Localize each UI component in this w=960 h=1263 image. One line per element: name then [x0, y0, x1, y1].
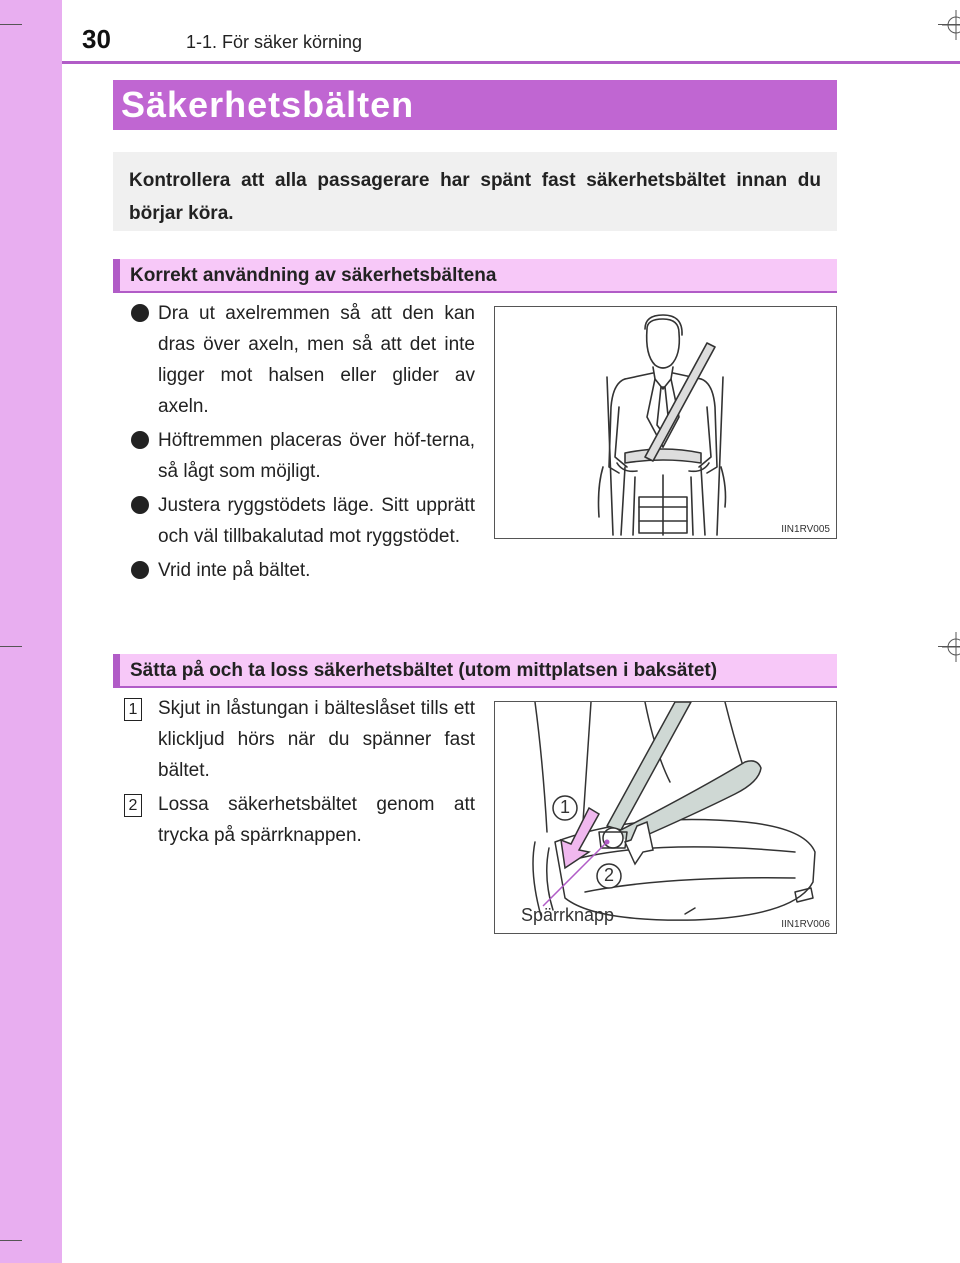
step-number: 1 — [124, 698, 142, 721]
figure-buckle — [494, 701, 837, 934]
step-list — [124, 693, 475, 854]
registration-mark-mid — [942, 632, 960, 662]
section-heading-fasten-release — [113, 654, 837, 688]
list-item — [127, 425, 475, 487]
list-item — [124, 693, 475, 786]
bullet-dot-icon — [131, 431, 149, 449]
side-strip — [0, 0, 62, 1263]
bullet-text: Vrid inte på bältet. — [158, 560, 311, 581]
bullet-text: Justera ryggstödets läge. Sitt upprätt och väl tillbakalutad mot ryggstödet. — [158, 495, 475, 547]
bullet-text: Höftremmen placeras över höf-terna, så lågt som möjligt. — [158, 430, 475, 482]
step-number: 2 — [124, 794, 142, 817]
registration-mark-top — [942, 10, 960, 40]
crop-mark-mid-left — [0, 646, 22, 647]
seated-person-illustration — [495, 307, 836, 538]
bullet-list — [127, 298, 475, 589]
page-title: Säkerhetsbälten — [113, 80, 837, 130]
bullet-text: Dra ut axelremmen så att den kan dras över axeln, men så att det inte ligger mot halsen eller glider av axeln. — [158, 303, 475, 417]
bullet-dot-icon — [131, 304, 149, 322]
callout-1-label: 1 — [560, 797, 571, 817]
bullet-dot-icon — [131, 496, 149, 514]
buckle-illustration — [495, 702, 836, 933]
section-heading-correct-use — [113, 259, 837, 293]
section-heading-text: Sätta på och ta loss säkerhetsbältet (utom mittplatsen i baksätet) — [130, 660, 718, 681]
step-text: Skjut in låstungan i bälteslåset tills ett klickljud hörs när du spänner fast bältet. — [158, 698, 475, 781]
chapter-title: 1-1. För säker körning — [186, 32, 363, 52]
figure-code: IIN1RV006 — [781, 919, 830, 930]
crop-mark-top-left — [0, 24, 22, 25]
section-heading-text: Korrekt användning av säkerhetsbältena — [130, 265, 497, 286]
list-item — [127, 555, 475, 586]
list-item — [127, 490, 475, 552]
crop-mark-bottom-left — [0, 1240, 22, 1241]
list-item — [127, 298, 475, 422]
page-number: 30 — [82, 24, 111, 54]
intro-box — [113, 152, 837, 231]
list-item — [124, 789, 475, 851]
header-rule — [62, 61, 960, 64]
figure-code: IIN1RV005 — [781, 524, 830, 535]
bullet-dot-icon — [131, 561, 149, 579]
figure-seated-belt — [494, 306, 837, 539]
intro-text: Kontrollera att alla passagerare har spänt fast säkerhetsbältet innan du börjar köra. — [129, 170, 821, 224]
step-text: Lossa säkerhetsbältet genom att trycka på spärrknappen. — [158, 794, 475, 846]
callout-2-label: 2 — [604, 865, 615, 885]
release-button-label: Spärrknapp — [521, 905, 615, 925]
